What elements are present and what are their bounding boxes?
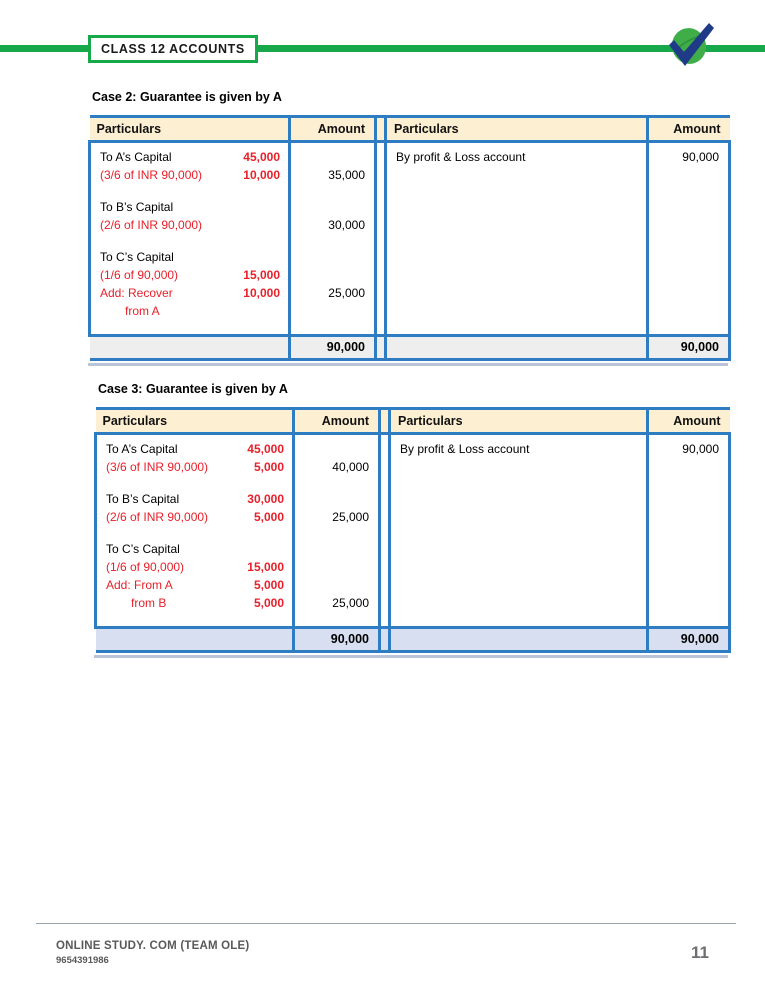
entry-label: To A’s Capital [100, 150, 172, 164]
amount-value: 30,000 [328, 218, 365, 232]
col-head-debit-particulars: Particulars [90, 117, 290, 142]
entry-label: (3/6 of INR 90,000) [100, 168, 203, 182]
debit-particulars-cell [90, 142, 290, 336]
credit-particulars-cell [390, 434, 648, 628]
table-gap-column [380, 409, 390, 434]
col-head-credit-amount: Amount [648, 117, 730, 142]
case-3-title: Case 3: Guarantee is given by A [98, 382, 288, 396]
entry-line [91, 266, 288, 284]
entry-line [91, 166, 288, 184]
entry-value: 5,000 [253, 578, 284, 592]
footer-divider [36, 923, 736, 924]
class-title-label: CLASS 12 ACCOUNTS [101, 42, 245, 56]
entry-value: 45,000 [247, 442, 284, 456]
col-head-credit-particulars: Particulars [390, 409, 648, 434]
amount-spacer [291, 148, 365, 166]
case-3-ledger-table [94, 407, 731, 653]
entry-label: (3/6 of INR 90,000) [106, 460, 209, 474]
debit-amount-cell [290, 142, 376, 336]
entry-line [91, 302, 288, 320]
amount-group [291, 198, 365, 234]
entry-group [97, 440, 292, 476]
table-gap-column [380, 434, 390, 628]
entry-label: (1/6 of 90,000) [106, 560, 185, 574]
case-2-section [88, 90, 728, 366]
entry-line [97, 594, 292, 612]
entry-line [97, 558, 292, 576]
amount-group [295, 490, 369, 526]
amount-spacer [295, 558, 369, 576]
amount-spacer [291, 266, 365, 284]
case-3-section [94, 382, 728, 658]
debit-particulars-cell [96, 434, 294, 628]
entry-line [91, 148, 288, 166]
entry-line [97, 490, 292, 508]
table-gap-column [376, 142, 386, 336]
entry-label: To B’s Capital [106, 492, 180, 506]
entry-line [91, 198, 288, 216]
page-header [0, 0, 765, 88]
entry-label: (2/6 of INR 90,000) [100, 218, 203, 232]
class-title-chip [88, 35, 258, 63]
case-2-ledger-table [88, 115, 731, 361]
entry-value: 15,000 [243, 268, 280, 282]
entry-label: To C’s Capital [100, 250, 174, 264]
entry-group [91, 148, 288, 184]
amount-group [291, 148, 365, 184]
amount-spacer [291, 198, 365, 216]
amount-value: 25,000 [332, 596, 369, 610]
total-debit-value: 90,000 [290, 336, 376, 360]
page-footer [0, 923, 765, 990]
entry-line [97, 458, 292, 476]
entry-line [97, 576, 292, 594]
entry-line [91, 216, 288, 234]
table-bottom-shadow [88, 363, 728, 366]
amount-spacer [291, 248, 365, 266]
credit-amount-value: 90,000 [682, 442, 719, 456]
entry-label: from B [131, 596, 167, 610]
table-gap-column [376, 117, 386, 142]
table-header-row [90, 117, 730, 142]
footer-brand-label: ONLINE STUDY. COM (TEAM OLE) [56, 940, 250, 952]
entry-value: 10,000 [243, 168, 280, 182]
entry-label: Add: Recover [100, 286, 173, 300]
entry-group [97, 490, 292, 526]
amount-group [295, 540, 369, 612]
amount-group [291, 248, 365, 302]
table-total-row [96, 628, 730, 652]
credit-particulars-cell [386, 142, 648, 336]
credit-amount-cell [648, 434, 730, 628]
col-head-debit-particulars: Particulars [96, 409, 294, 434]
total-label-credit [386, 336, 648, 360]
entry-group [91, 198, 288, 234]
table-bottom-shadow [94, 655, 728, 658]
table-body-row [90, 142, 730, 336]
amount-spacer [295, 576, 369, 594]
amount-value: 25,000 [328, 286, 365, 300]
page-number: 11 [691, 943, 709, 962]
debit-amount-cell [294, 434, 380, 628]
entry-group [97, 540, 292, 612]
entry-value: 10,000 [243, 286, 280, 300]
entry-line [97, 508, 292, 526]
case-2-title: Case 2: Guarantee is given by A [92, 90, 282, 104]
table-header-row [96, 409, 730, 434]
entry-label: Add: From A [106, 578, 173, 592]
entry-line [91, 284, 288, 302]
table-body-row [96, 434, 730, 628]
table-total-row [90, 336, 730, 360]
table-gap-column [376, 336, 386, 360]
col-head-credit-amount: Amount [648, 409, 730, 434]
entry-label: (2/6 of INR 90,000) [106, 510, 209, 524]
entry-group [91, 248, 288, 320]
entry-label: (1/6 of 90,000) [100, 268, 179, 282]
entry-value: 30,000 [247, 492, 284, 506]
total-debit-value: 90,000 [294, 628, 380, 652]
credit-amount-value: 90,000 [682, 150, 719, 164]
col-head-credit-particulars: Particulars [386, 117, 648, 142]
total-credit-value: 90,000 [648, 336, 730, 360]
amount-value: 35,000 [328, 168, 365, 182]
credit-entry-label: By profit & Loss account [400, 442, 530, 456]
table-gap-column [380, 628, 390, 652]
entry-line [97, 440, 292, 458]
col-head-debit-amount: Amount [294, 409, 380, 434]
amount-spacer [295, 490, 369, 508]
entry-label: To A’s Capital [106, 442, 178, 456]
entry-label: from A [125, 304, 160, 318]
credit-amount-cell [648, 142, 730, 336]
entry-value: 5,000 [253, 460, 284, 474]
entry-value: 5,000 [253, 596, 284, 610]
leaf-check-logo-icon [662, 16, 720, 72]
footer-phone-label: 9654391986 [56, 955, 109, 966]
credit-entry-label: By profit & Loss account [396, 150, 526, 164]
entry-value: 45,000 [243, 150, 280, 164]
entry-label: To B’s Capital [100, 200, 174, 214]
amount-spacer [295, 540, 369, 558]
col-head-debit-amount: Amount [290, 117, 376, 142]
total-label-credit [390, 628, 648, 652]
total-label-debit [90, 336, 290, 360]
entry-value: 15,000 [247, 560, 284, 574]
amount-spacer [295, 440, 369, 458]
entry-line [97, 540, 292, 558]
amount-value: 25,000 [332, 510, 369, 524]
amount-group [295, 440, 369, 476]
entry-value: 5,000 [253, 510, 284, 524]
total-credit-value: 90,000 [648, 628, 730, 652]
total-label-debit [96, 628, 294, 652]
entry-label: To C’s Capital [106, 542, 180, 556]
amount-value: 40,000 [332, 460, 369, 474]
entry-line [91, 248, 288, 266]
